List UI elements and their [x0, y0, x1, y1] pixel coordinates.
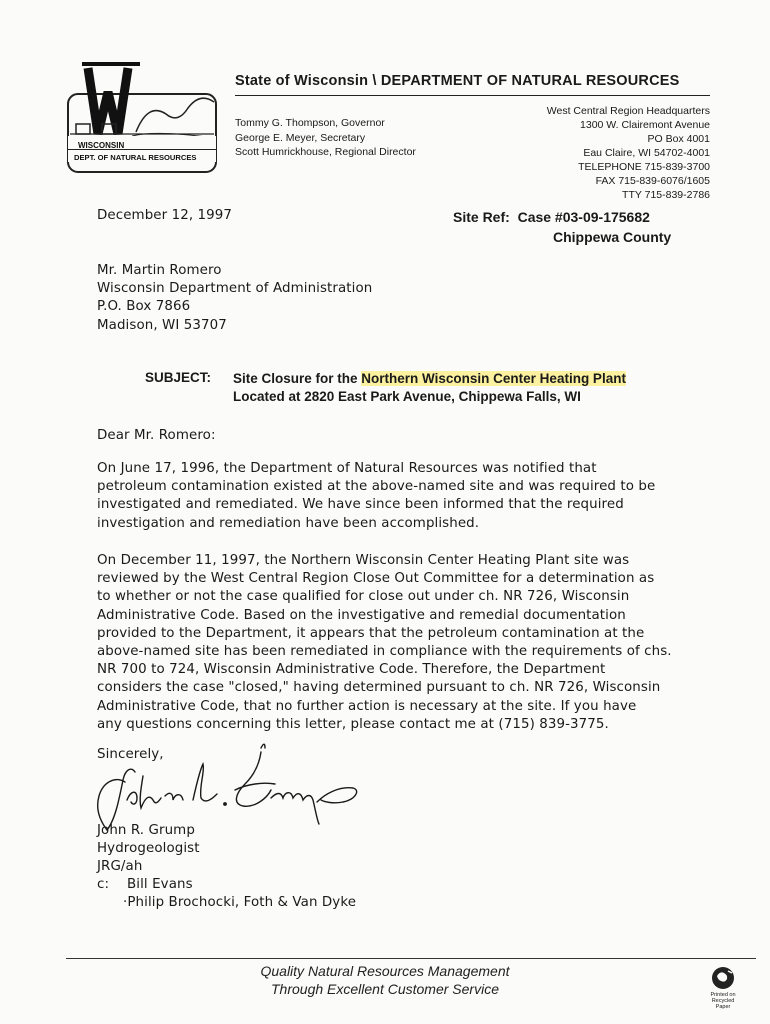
officials-block	[235, 116, 416, 160]
site-ref-case: Case #03-09-175682	[517, 209, 650, 225]
paragraph-line: petroleum contamination existed at the above-named site and was required to be	[97, 479, 656, 495]
subject-text	[233, 370, 626, 406]
paragraph-line: reviewed by the West Central Region Close Out Committee for a determination as	[97, 571, 655, 587]
office-line: TTY 715-839-2786	[622, 189, 710, 201]
addressee-line: Madison, WI 53707	[97, 317, 227, 333]
signer-block	[97, 822, 200, 877]
logo-text-top: WISCONSIN	[78, 141, 125, 150]
paragraph-line: to whether or not the case qualified for close out under ch. NR 726, Wisconsin	[97, 589, 630, 605]
footer-line: Quality Natural Resources Management	[260, 963, 510, 979]
paragraph-line: investigation and remediation have been accomplished.	[97, 515, 480, 531]
office-line: PO Box 4001	[647, 133, 710, 145]
header-rule	[235, 95, 710, 96]
paragraph-line: considers the case "closed," having determined pursuant to ch. NR 726, Wisconsin	[97, 680, 661, 696]
cc-label: c:	[97, 877, 110, 892]
site-reference	[453, 207, 671, 247]
office-line: 1300 W. Clairemont Avenue	[580, 119, 710, 131]
addressee-block	[97, 262, 372, 335]
subject-highlight: Northern Wisconsin Center Heating Plant	[361, 371, 626, 386]
official-line: Scott Humrickhouse, Regional Director	[235, 146, 416, 158]
cc-recipient: ·Philip Brochocki, Foth & Van Dyke	[123, 895, 357, 910]
addressee-line: Mr. Martin Romero	[97, 263, 222, 278]
paragraph-1	[97, 460, 687, 533]
official-line: George E. Meyer, Secretary	[235, 131, 366, 144]
office-line: TELEPHONE 715-839-3700	[578, 161, 710, 173]
paragraph-line: On December 11, 1997, the Northern Wisconsin Center Heating Plant site was	[97, 553, 630, 568]
recycled-note-line: Paper	[715, 1004, 731, 1010]
letter-date: December 12, 1997	[97, 208, 233, 223]
paragraph-line: Administrative Code, that no further action is necessary at the site. If you have	[97, 698, 637, 714]
signer-initials: JRG/ah	[97, 859, 143, 875]
recycled-note-line: Recycled	[711, 998, 735, 1004]
footer-line: Through Excellent Customer Service	[271, 981, 499, 997]
paragraph-line: On June 17, 1996, the Department of Natural Resources was notified that	[97, 461, 597, 476]
recycled-note-line: Printed on	[710, 992, 736, 998]
paragraph-line: NR 700 to 724, Wisconsin Administrative Code. Therefore, the Department	[97, 662, 606, 678]
office-line: West Central Region Headquarters	[546, 105, 710, 117]
footer-rule	[66, 958, 756, 959]
logo-text-bottom: DEPT. OF NATURAL RESOURCES	[74, 153, 197, 162]
subject-label: SUBJECT:	[145, 370, 212, 385]
footer-tagline	[0, 962, 770, 998]
signer-name: John R. Grump	[97, 823, 195, 838]
office-line: Eau Claire, WI 54702-4001	[583, 147, 710, 159]
agency-name: State of Wisconsin \ DEPARTMENT OF NATURAL RESOURCES	[235, 73, 680, 89]
paragraph-line: above-named site has been remediated in compliance with the requirements of chs.	[97, 644, 672, 660]
regional-office-block	[547, 104, 710, 202]
cc-recipient: Bill Evans	[127, 877, 193, 892]
subject-line-2: Located at 2820 East Park Avenue, Chippewa Falls, WI	[233, 389, 581, 404]
paragraph-line: investigated and remediated. We have since been informed that the required	[97, 497, 624, 513]
office-line: FAX 715-839-6076/1605	[595, 175, 710, 187]
closing: Sincerely,	[97, 747, 164, 762]
recycled-paper-note	[700, 992, 746, 1010]
paragraph-line: Administrative Code. Based on the investigative and remedial documentation	[97, 607, 626, 623]
site-ref-county: Chippewa County	[553, 229, 672, 245]
cc-row-1	[97, 876, 193, 894]
salutation: Dear Mr. Romero:	[97, 428, 216, 443]
handwritten-signature	[85, 738, 375, 833]
signer-title: Hydrogeologist	[97, 841, 200, 857]
addressee-line: P.O. Box 7866	[97, 299, 191, 315]
paragraph-line: any questions concerning this letter, please contact me at (715) 839-3775.	[97, 716, 609, 732]
paragraph-2	[97, 552, 687, 734]
addressee-line: Wisconsin Department of Administration	[97, 281, 373, 297]
subject-prefix: Site Closure for the	[233, 371, 362, 386]
site-ref-label: Site Ref:	[453, 209, 510, 225]
paragraph-line: provided to the Department, it appears that the petroleum contamination at the	[97, 625, 645, 641]
dnr-logo	[66, 62, 218, 174]
official-line: Tommy G. Thompson, Governor	[235, 117, 385, 129]
